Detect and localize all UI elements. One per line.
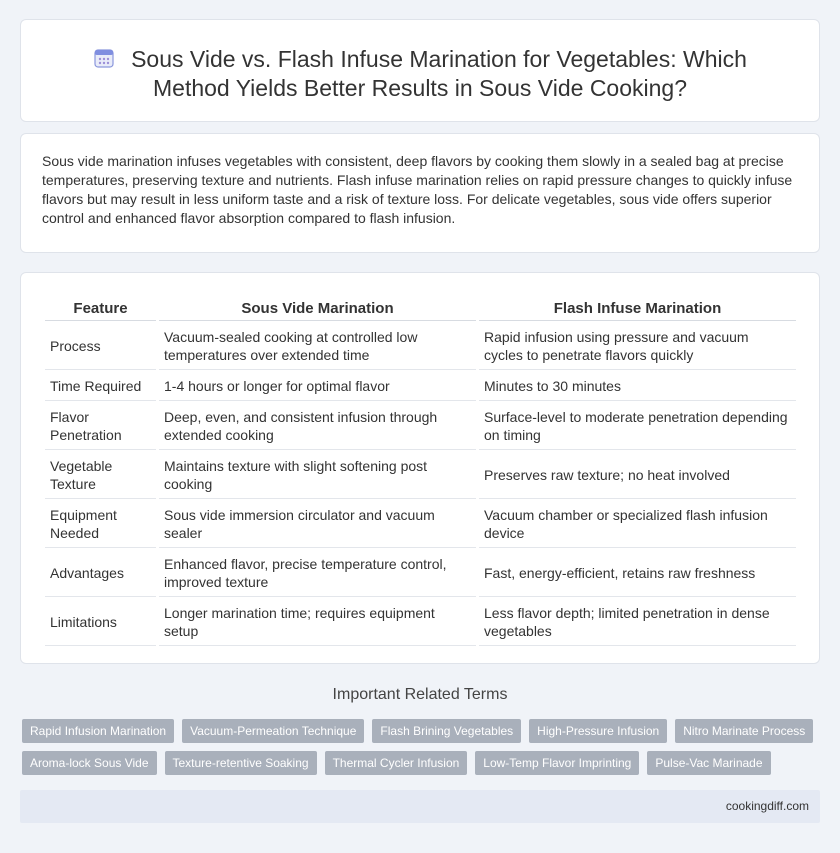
comparison-table bbox=[42, 296, 799, 648]
page-title-line-2: Method Yields Better Results in Sous Vide Cooking? bbox=[153, 75, 687, 101]
row-feature: Process bbox=[45, 323, 156, 370]
related-tag[interactable]: Rapid Infusion Marination bbox=[22, 719, 174, 743]
calendar-icon bbox=[93, 47, 115, 69]
row-sous-vide: Longer marination time; requires equipment setup bbox=[159, 599, 476, 646]
header-sous-vide: Sous Vide Marination bbox=[159, 298, 476, 321]
header-feature: Feature bbox=[45, 298, 156, 321]
footer-site-link[interactable]: cookingdiff.com bbox=[725, 799, 809, 813]
table-header-row bbox=[45, 298, 796, 321]
row-flash-infuse: Rapid infusion using pressure and vacuum cycles to penetrate flavors quickly bbox=[479, 323, 796, 370]
row-flash-infuse: Less flavor depth; limited penetration in dense vegetables bbox=[479, 599, 796, 646]
table-row bbox=[45, 452, 796, 499]
related-tag[interactable]: Flash Brining Vegetables bbox=[372, 719, 521, 743]
table-row bbox=[45, 501, 796, 548]
table-row bbox=[45, 372, 796, 401]
header-card bbox=[20, 19, 820, 122]
row-sous-vide: Maintains texture with slight softening post cooking bbox=[159, 452, 476, 499]
row-feature: Limitations bbox=[45, 599, 156, 646]
row-flash-infuse: Fast, energy-efficient, retains raw freshness bbox=[479, 550, 796, 597]
row-sous-vide: Vacuum-sealed cooking at controlled low temperatures over extended time bbox=[159, 323, 476, 370]
related-tag[interactable]: Low-Temp Flavor Imprinting bbox=[475, 751, 639, 775]
row-sous-vide: Deep, even, and consistent infusion through extended cooking bbox=[159, 403, 476, 450]
row-feature: Flavor Penetration bbox=[45, 403, 156, 450]
related-tag[interactable]: High-Pressure Infusion bbox=[529, 719, 667, 743]
table-row bbox=[45, 403, 796, 450]
table-row bbox=[45, 550, 796, 597]
related-terms-title: Important Related Terms bbox=[332, 686, 508, 703]
header-flash-infuse: Flash Infuse Marination bbox=[479, 298, 796, 321]
table-row bbox=[45, 599, 796, 646]
row-flash-infuse: Vacuum chamber or specialized flash infusion device bbox=[479, 501, 796, 548]
related-tag[interactable]: Vacuum-Permeation Technique bbox=[182, 719, 364, 743]
page-title bbox=[21, 45, 819, 103]
related-tags-row-2 bbox=[22, 751, 818, 775]
related-tag[interactable]: Texture-retentive Soaking bbox=[165, 751, 317, 775]
related-tags-row-1 bbox=[22, 719, 818, 743]
intro-text: Sous vide marination infuses vegetables with consistent, deep flavors by cooking them slowly in a sealed bag at precise temperatures, preserving texture and nutrients. Flash infuse marination relies on rapid pressure changes to quickly infuse flavors but may result in less uniform taste and a risk of texture loss. For delicate vegetables, sous vide offers superior control and enhanced flavor absorption compared to flash infusion. bbox=[42, 153, 793, 226]
related-tag[interactable]: Aroma-lock Sous Vide bbox=[22, 751, 157, 775]
row-sous-vide: Enhanced flavor, precise temperature control, improved texture bbox=[159, 550, 476, 597]
row-feature: Advantages bbox=[45, 550, 156, 597]
related-tag[interactable]: Nitro Marinate Process bbox=[675, 719, 813, 743]
related-tag[interactable]: Thermal Cycler Infusion bbox=[325, 751, 468, 775]
row-flash-infuse: Preserves raw texture; no heat involved bbox=[479, 452, 796, 499]
row-feature: Vegetable Texture bbox=[45, 452, 156, 499]
related-tag[interactable]: Pulse-Vac Marinade bbox=[647, 751, 770, 775]
page-title-line-1: Sous Vide vs. Flash Infuse Marination for Vegetables: Which bbox=[131, 46, 747, 72]
row-flash-infuse: Surface-level to moderate penetration depending on timing bbox=[479, 403, 796, 450]
table-row bbox=[45, 323, 796, 370]
row-sous-vide: 1-4 hours or longer for optimal flavor bbox=[159, 372, 476, 401]
comparison-card bbox=[20, 272, 820, 664]
row-sous-vide: Sous vide immersion circulator and vacuum sealer bbox=[159, 501, 476, 548]
footer-bar bbox=[20, 790, 820, 823]
row-feature: Time Required bbox=[45, 372, 156, 401]
row-flash-infuse: Minutes to 30 minutes bbox=[479, 372, 796, 401]
row-feature: Equipment Needed bbox=[45, 501, 156, 548]
intro-card bbox=[20, 133, 820, 253]
